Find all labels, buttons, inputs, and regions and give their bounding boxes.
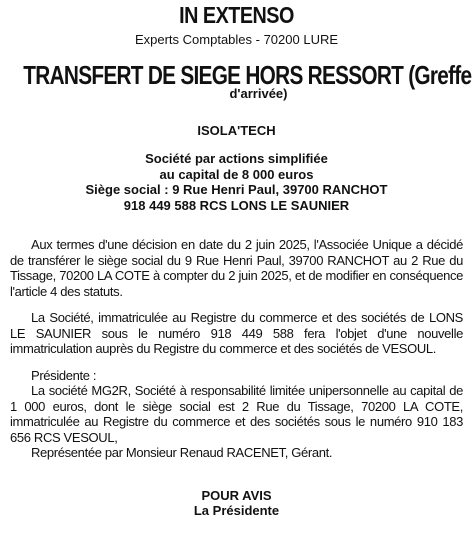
company-name: ISOLA'TECH [197,123,276,138]
president-label: Présidente : [31,367,97,383]
signature-block [10,488,463,519]
represented-by: Représentée par Monsieur Renaud RACENET, Gérant. [31,445,333,460]
registration-paragraph: La Société, immatriculée au Registre du commerce et des sociétés de LONS LE SAUNIER sous le numéro 918 449 588 fera l'objet d'une nouvelle immatriculation auprès du Registre du commerce et des sociétés de VESOUL. [10,310,463,356]
firm-name: IN EXTENSO [179,2,294,28]
company-capital: au capital de 8 000 euros [159,166,314,182]
company-legal-form: Société par actions simplifiée [145,151,328,166]
company-details [10,151,463,213]
notice-headline: TRANSFERT DE SIEGE HORS RESSORT (Greffe [23,60,472,90]
firm-subtitle: Experts Comptables - 70200 LURE [134,32,339,47]
notice-body [10,237,463,461]
decision-paragraph: Aux termes d'une décision en date du 2 juin 2025, l'Associée Unique a décidé de transférer le siège social du 9 Rue Henri Paul, 39700 RANCHOT au 2 Rue du Tissage, 70200 LA COTE à compter du 2 juin 2025, et de modifier en conséquence l'article 4 des statuts. [10,237,463,299]
notice-headline-continuation: d'arrivée) [229,86,288,101]
signature-for-notice: POUR AVIS [201,487,272,503]
company-registration: 918 449 588 RCS LONS LE SAUNIER [123,197,350,213]
signature-role: La Présidente [193,503,280,518]
president-details: La société MG2R, Société à responsabilité limitée unipersonnelle au capital de 1 000 euros, dont le siège social est 2 Rue du Tissage, 70200 LA COTE, immatriculée au Registre du commerce et des sociétés sous le numéro 910 183 656 RCS VESOUL, [10,383,463,445]
legal-notice-page [0,2,473,550]
company-registered-office: Siège social : 9 Rue Henri Paul, 39700 RANCHOT [85,182,388,197]
